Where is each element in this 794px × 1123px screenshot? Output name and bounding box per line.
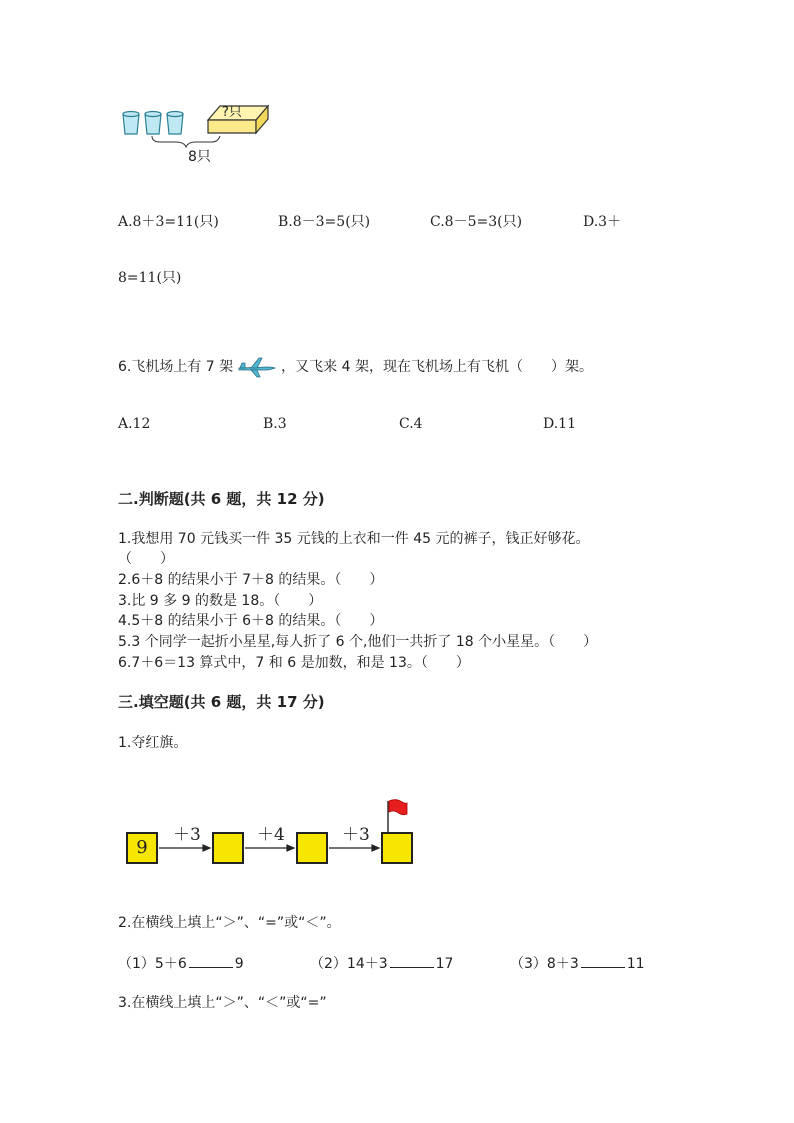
judge-item-3: 3.比 9 多 9 的数是 18。（ ） [118,593,323,609]
airplane-icon [237,356,277,378]
cup-icon [123,112,139,135]
answer-blank-1[interactable] [189,953,233,968]
judge-item-1: 1.我想用 70 元钱买一件 35 元钱的上衣和一件 45 元的裤子，钱正好够花。 [118,531,590,547]
op-label-1: ＋3 [173,825,201,845]
op-label-3: ＋3 [342,825,370,845]
cups-box-figure [118,100,278,170]
fill-q2-text: 2.在横线上填上“＞”、“=”或“＜”。 [118,915,341,931]
q5-option-b: B.8－3=5(只) [278,214,371,230]
total-label: 8只 [188,149,211,165]
q5-option-d-part1: D.3＋ [583,214,622,230]
compare-item-2 [310,953,453,974]
q5-option-a: A.8＋3=11(只) [118,214,219,230]
box-label: ?只 [222,105,242,120]
judge-item-6: 6.7＋6＝13 算式中，7 和 6 是加数，和是 13。（ ） [118,655,470,671]
answer-blank-3[interactable] [581,953,625,968]
q6-option-b: B.3 [263,416,287,432]
compare-item-1 [118,953,244,974]
cup-icon [167,112,183,135]
compare-item-3 [510,953,645,974]
q6-option-d: D.11 [543,416,576,432]
q5-option-d-part2: 8=11(只) [118,270,182,286]
q6-option-a: A.12 [118,416,151,432]
q6-text-after: ，又飞来 4 架，现在飞机场上有飞机（ ）架。 [281,359,593,375]
flag-flow-figure [118,795,428,870]
q6-option-c: C.4 [399,416,423,432]
judge-item-1-paren: （ ） [118,551,174,567]
fill-q1-text: 1.夺红旗。 [118,735,188,751]
section3-title: 三.填空题(共 6 题，共 17 分) [118,693,325,711]
compare-item-2-suffix: 17 [435,956,454,972]
compare-item-1-prefix: （1）5＋6 [118,956,187,972]
compare-item-3-prefix: （3）8＋3 [510,956,579,972]
q5-option-c: C.8－5=3(只) [430,214,523,230]
red-flag-icon [388,800,407,832]
compare-item-3-suffix: 11 [626,956,645,972]
compare-item-1-suffix: 9 [234,956,244,972]
judge-item-2: 2.6＋8 的结果小于 7＋8 的结果。（ ） [118,572,384,588]
judge-item-4: 4.5＋8 的结果小于 6＋8 的结果。（ ） [118,613,384,629]
fill-q3-text: 3.在横线上填上“＞”、“＜”或“=” [118,995,327,1011]
brace-icon [152,136,220,147]
q6-question [118,356,593,378]
section2-title: 二.判断题(共 6 题，共 12 分) [118,490,325,508]
cup-icon [145,112,161,135]
op-label-2: ＋4 [257,825,285,845]
compare-item-2-prefix: （2）14＋3 [310,956,388,972]
answer-blank-2[interactable] [390,953,434,968]
judge-item-5: 5.3 个同学一起折小星星,每人折了 6 个,他们一共折了 18 个小星星。（ ） [118,634,598,650]
q6-text-before: 6.飞机场上有 7 架 [118,359,234,375]
start-number: 9 [136,837,148,858]
